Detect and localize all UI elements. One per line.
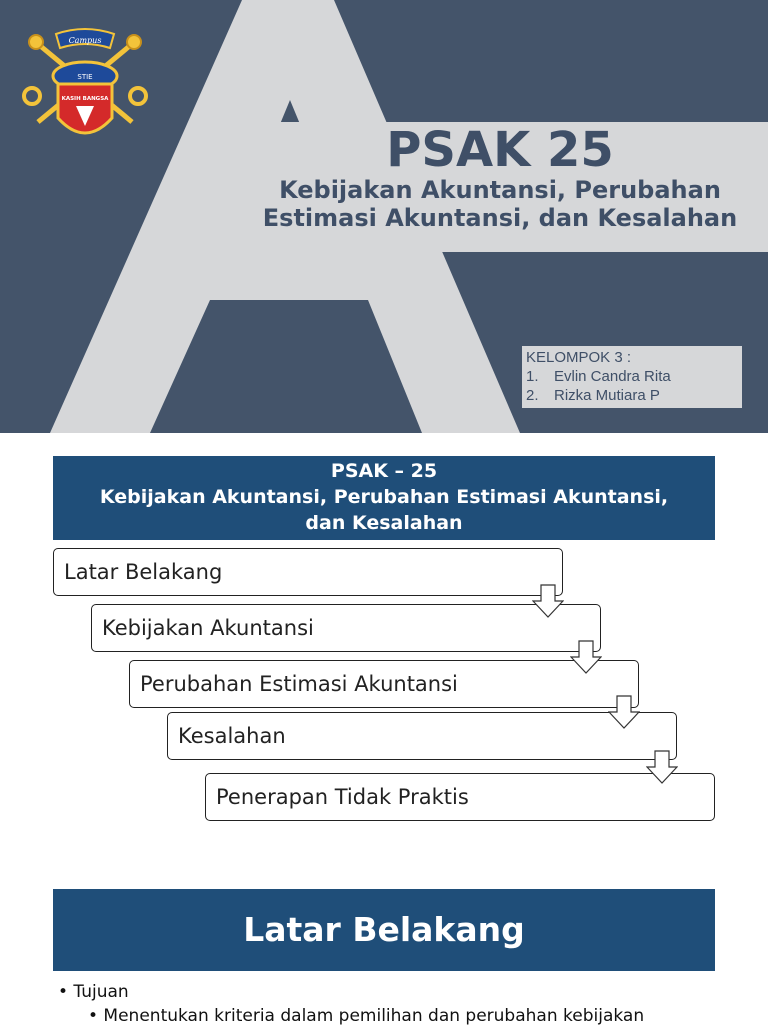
svg-text:KASIH BANGSA: KASIH BANGSA xyxy=(61,96,109,102)
step-penerapan-tidak-praktis: Penerapan Tidak Praktis xyxy=(205,773,715,821)
outline-header xyxy=(53,456,715,540)
down-arrow-icon xyxy=(532,584,564,618)
member-item xyxy=(526,367,671,386)
step-latar-belakang: Latar Belakang xyxy=(53,548,563,596)
section-header: Latar Belakang xyxy=(53,889,715,971)
title-band xyxy=(232,122,768,252)
member-number: 2. xyxy=(526,387,539,404)
campus-shield-logo-icon xyxy=(20,26,150,150)
title-slide xyxy=(0,0,768,433)
subtitle-line-1: Kebijakan Akuntansi, Perubahan xyxy=(279,176,721,204)
step-perubahan-estimasi: Perubahan Estimasi Akuntansi xyxy=(129,660,639,708)
subtitle-line-2: Estimasi Akuntansi, dan Kesalahan xyxy=(262,204,738,232)
down-arrow-icon xyxy=(608,695,640,729)
member-number: 1. xyxy=(526,368,539,385)
svg-text:STIE: STIE xyxy=(77,73,93,81)
bullet-sub-item: • Menentukan kriteria dalam pemilihan dan perubahan kebijakan xyxy=(88,1006,645,1026)
slide-title: PSAK 25 xyxy=(386,122,614,178)
bullet-tujuan: • Tujuan xyxy=(58,982,129,1002)
svg-text:Campus: Campus xyxy=(68,36,102,45)
header-line-3: dan Kesalahan xyxy=(305,512,463,534)
down-arrow-icon xyxy=(570,640,602,674)
outline-slide xyxy=(0,433,768,862)
member-name: Rizka Mutiara P xyxy=(554,387,660,404)
step-kesalahan: Kesalahan xyxy=(167,712,677,760)
group-members-box xyxy=(522,346,742,408)
slide-subtitle xyxy=(232,176,768,232)
down-arrow-icon xyxy=(646,750,678,784)
member-name: Evlin Candra Rita xyxy=(554,368,671,385)
header-line-2: Kebijakan Akuntansi, Perubahan Estimasi Akuntansi, xyxy=(99,486,669,508)
group-label: KELOMPOK 3 : xyxy=(526,349,632,366)
background-slide xyxy=(0,862,768,1024)
member-item xyxy=(526,386,660,405)
header-line-1: PSAK – 25 xyxy=(330,460,438,482)
step-kebijakan-akuntansi: Kebijakan Akuntansi xyxy=(91,604,601,652)
